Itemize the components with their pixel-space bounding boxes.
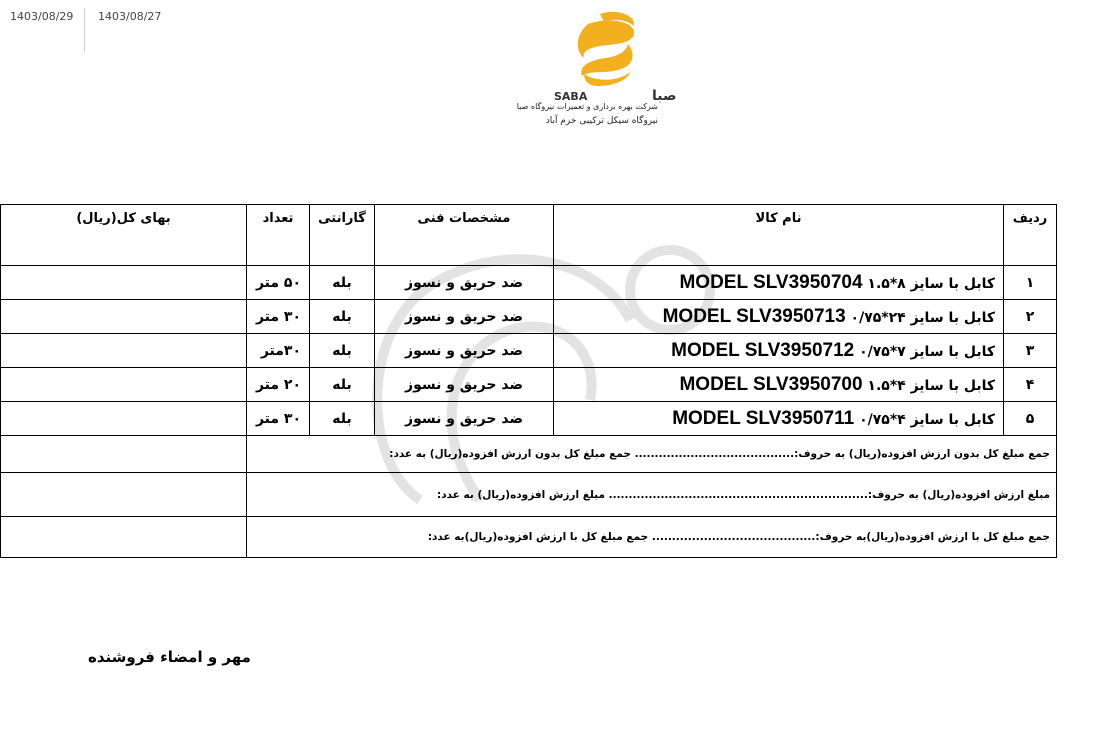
item-model: MODEL SLV3950712	[671, 339, 855, 361]
item-name-fa: کابل با سایز ۷*۰/۷۵	[859, 343, 995, 360]
svg-text:صبا: صبا	[652, 88, 677, 104]
item-name	[554, 334, 1004, 368]
col-header-quantity: تعداد	[247, 205, 310, 266]
item-name	[554, 402, 1004, 436]
total-without-vat-label: جمع مبلغ کل بدون ارزش افزوده(ریال) به حروف:........................................ جمع مبلغ کل بدون ارزش افزوده(ریال) به عدد:	[247, 436, 1057, 473]
item-name-fa: کابل با سایز ۸*۱.۵	[867, 275, 995, 292]
date-right: 1403/08/27	[98, 10, 162, 23]
item-name-fa: کابل با سایز ۴*۱.۵	[867, 377, 995, 394]
total-with-vat-label: جمع مبلغ کل با ارزش افزوده(ریال)به حروف:......................................... جمع مبلغ کل با ارزش افزوده(ریال)به عدد:	[247, 517, 1057, 558]
item-model: MODEL SLV3950713	[662, 305, 846, 327]
item-total-price	[1, 368, 247, 402]
row-number: ۳	[1004, 334, 1057, 368]
item-name	[554, 368, 1004, 402]
totals-row-vat	[1, 473, 1057, 517]
item-spec: ضد حریق و نسوز	[375, 334, 554, 368]
plant-name: نیروگاه سیکل ترکیبی خرم آباد	[545, 116, 658, 126]
col-header-warranty: گارانتی	[310, 205, 375, 266]
item-warranty: بله	[310, 402, 375, 436]
table-row	[1, 402, 1057, 436]
row-number: ۱	[1004, 266, 1057, 300]
col-header-total-price: بهای کل(ریال)	[1, 205, 247, 266]
item-warranty: بله	[310, 368, 375, 402]
item-total-price	[1, 334, 247, 368]
item-warranty: بله	[310, 266, 375, 300]
item-quantity: ۳۰ متر	[247, 402, 310, 436]
item-model: MODEL SLV3950711	[672, 407, 855, 429]
col-header-item-name: نام کالا	[554, 205, 1004, 266]
item-warranty: بله	[310, 300, 375, 334]
item-name-fa: کابل با سایز ۲۴*۰/۷۵	[850, 309, 995, 326]
item-spec: ضد حریق و نسوز	[375, 300, 554, 334]
total-with-vat-value	[1, 517, 247, 558]
col-header-row-number: ردیف	[1004, 205, 1057, 266]
date-left: 1403/08/29	[10, 10, 74, 23]
item-total-price	[1, 300, 247, 334]
item-model: MODEL SLV3950704	[679, 271, 863, 293]
date-divider	[84, 8, 85, 52]
company-name: شرکت بهره برداری و تعمیرات نیروگاه صبا	[516, 102, 658, 111]
item-name	[554, 266, 1004, 300]
col-header-spec: مشخصات فنی	[375, 205, 554, 266]
item-spec: ضد حریق و نسوز	[375, 402, 554, 436]
row-number: ۵	[1004, 402, 1057, 436]
item-name-fa: کابل با سایز ۴*۰/۷۵	[859, 411, 995, 428]
item-warranty: بله	[310, 334, 375, 368]
table-row	[1, 334, 1057, 368]
vat-amount-label: مبلغ ارزش افزوده(ریال) به حروف:................................................................. مبلغ ارزش افزوده(ریال) به عدد:	[247, 473, 1057, 517]
seller-signature-label: مهر و امضاء فروشنده	[88, 648, 251, 666]
item-spec: ضد حریق و نسوز	[375, 368, 554, 402]
totals-row-without-vat	[1, 436, 1057, 473]
item-name	[554, 300, 1004, 334]
saba-emblem-icon	[548, 6, 677, 104]
item-total-price	[1, 402, 247, 436]
item-quantity: ۵۰ متر	[247, 266, 310, 300]
table-row	[1, 368, 1057, 402]
item-quantity: ۳۰ متر	[247, 300, 310, 334]
svg-text:SABA: SABA	[554, 90, 588, 103]
item-model: MODEL SLV3950700	[679, 373, 863, 395]
vat-amount-value	[1, 473, 247, 517]
items-table	[0, 204, 1057, 558]
row-number: ۴	[1004, 368, 1057, 402]
table-row	[1, 300, 1057, 334]
row-number: ۲	[1004, 300, 1057, 334]
table-row	[1, 266, 1057, 300]
header-row	[1, 205, 1057, 266]
item-spec: ضد حریق و نسوز	[375, 266, 554, 300]
total-without-vat-value	[1, 436, 247, 473]
saba-logo	[516, 6, 677, 126]
item-quantity: ۳۰متر	[247, 334, 310, 368]
totals-row-with-vat	[1, 517, 1057, 558]
item-quantity: ۲۰ متر	[247, 368, 310, 402]
item-total-price	[1, 266, 247, 300]
